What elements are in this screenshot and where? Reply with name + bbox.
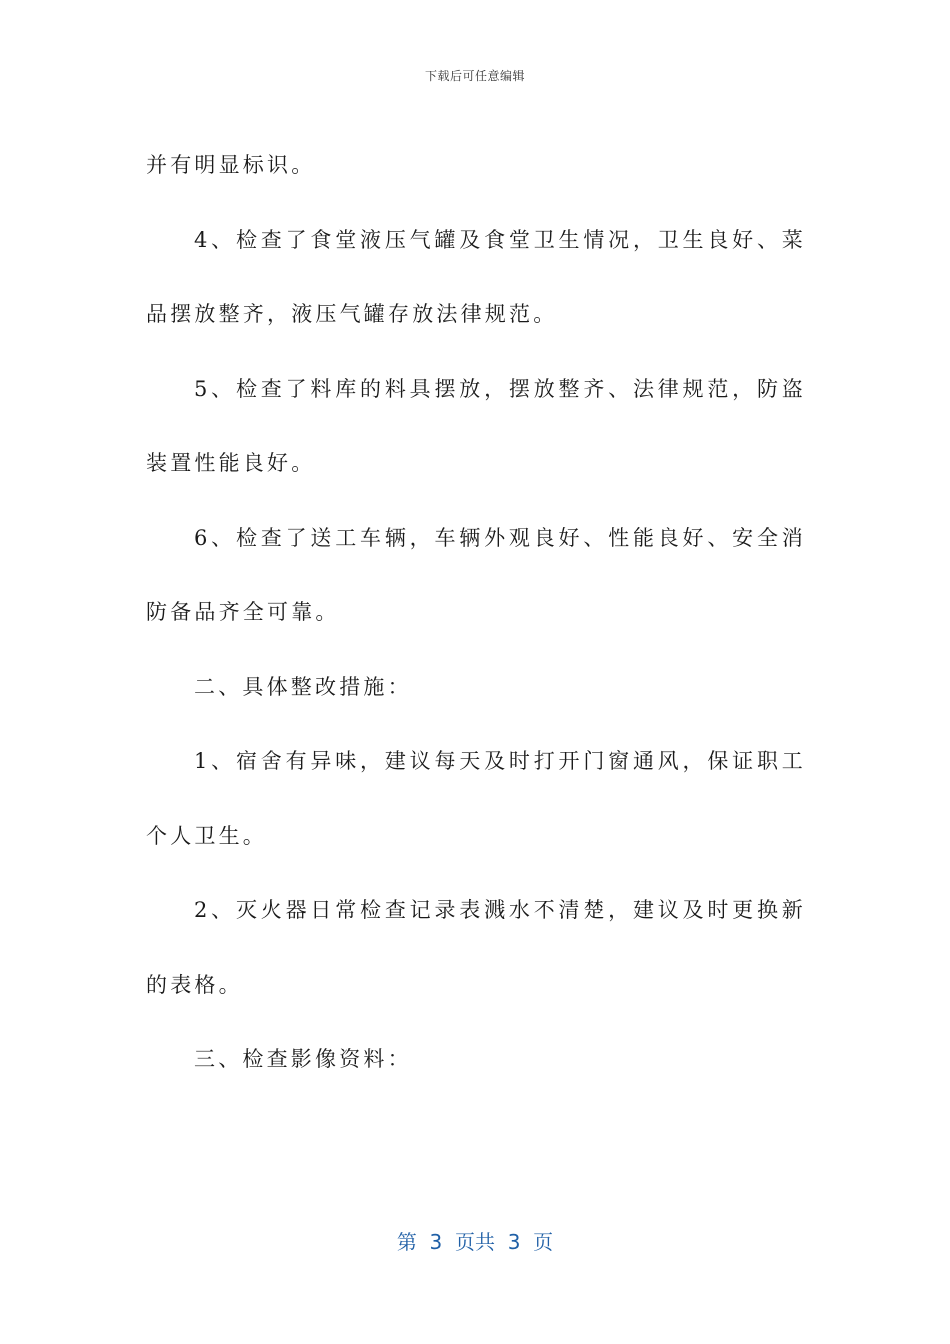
paragraph: 2、灭火器日常检查记录表溅水不清楚，建议及时更换新的表格。	[146, 898, 806, 997]
page-number-footer: 第 3 页共 3 页	[396, 1230, 554, 1254]
section-heading: 二、具体整改措施：	[194, 674, 412, 699]
paragraph: 1、宿舍有异味，建议每天及时打开门窗通风，保证职工个人卫生。	[146, 749, 806, 848]
paragraph: 4、检查了食堂液压气罐及食堂卫生情况，卫生良好、菜品摆放整齐，液压气罐存放法律规范。	[146, 227, 806, 326]
document-body	[146, 128, 806, 1097]
paragraph: 并有明显标识。	[146, 153, 316, 177]
paragraph: 5、检查了料库的料具摆放，摆放整齐、法律规范，防盗装置性能良好。	[146, 376, 806, 475]
paragraph: 6、检查了送工车辆，车辆外观良好、性能良好、安全消防备品齐全可靠。	[146, 525, 806, 624]
section-heading: 三、检查影像资料：	[194, 1047, 412, 1071]
header-note: 下载后可任意编辑	[424, 69, 525, 83]
